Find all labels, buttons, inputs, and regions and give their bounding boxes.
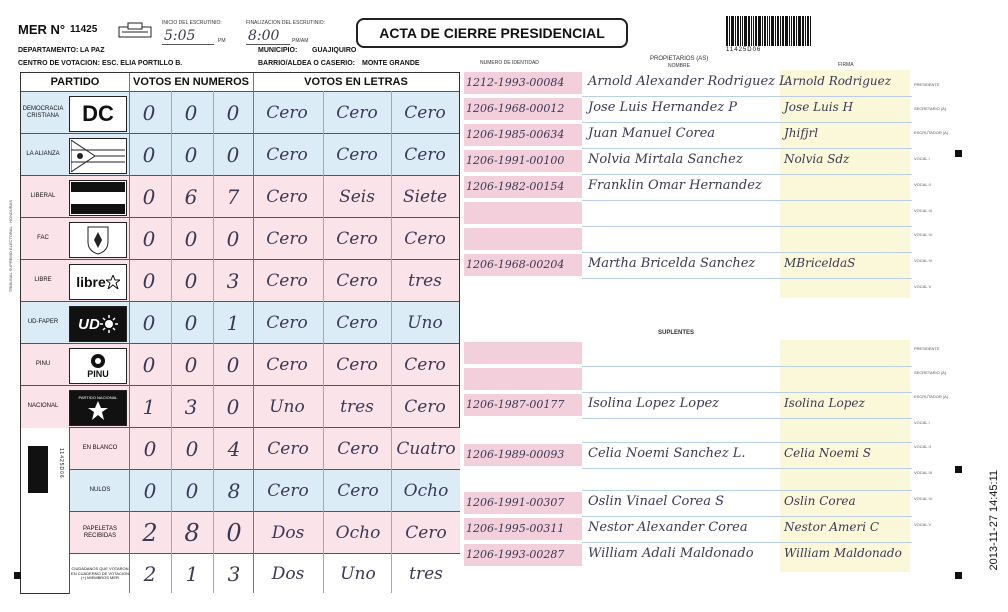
word-cell: Ocho — [335, 523, 381, 543]
table-row — [21, 175, 459, 218]
table-row — [21, 133, 459, 176]
word-cell: tres — [340, 397, 374, 417]
digit-cell: 0 — [142, 143, 156, 167]
owner-name: Arnold Alexander Rodriguez L — [588, 74, 788, 89]
suplente-name: William Adali Maldonado — [588, 546, 754, 561]
col-letras: VOTOS EN LETRAS — [304, 76, 408, 88]
digit-cell: 0 — [142, 227, 156, 251]
col-owners-header: PROPIETARIOS (AS) — [650, 56, 709, 62]
digit-cell: 1 — [142, 395, 156, 419]
col-partido: PARTIDO — [50, 76, 100, 88]
mer-number: 11425 — [70, 24, 98, 35]
digit-cell: 0 — [143, 437, 157, 461]
suplente-id: 1206-1995-00311 — [466, 522, 565, 535]
owner-id: 1206-1991-00100 — [466, 154, 565, 167]
word-cell: tres — [408, 271, 442, 291]
table-row — [69, 511, 460, 554]
centro-label: CENTRO DE VOTACION: — [18, 60, 100, 67]
suplente-id: 1206-1989-00093 — [466, 448, 565, 461]
digit-cell: 0 — [184, 311, 198, 335]
nacional-logo-text: PARTIDO NACIONAL — [78, 394, 118, 400]
owner-signature: MBriceldaS — [784, 256, 856, 270]
table-row — [21, 301, 459, 344]
owner-signature: Jose Luis H — [784, 100, 854, 114]
word-cell: Cero — [337, 439, 379, 459]
digit-cell: 0 — [184, 269, 198, 293]
word-cell: Uno — [340, 564, 376, 584]
table-header-row — [21, 73, 459, 91]
digit-cell: 0 — [142, 269, 156, 293]
registration-mark-icon — [14, 572, 21, 579]
word-cell: Uno — [269, 397, 305, 417]
fin-label: FINALIZACION DEL ESCRUTINIO: — [246, 20, 325, 26]
role-label: VOCAL V — [914, 284, 932, 289]
role-label: VOCAL V — [914, 522, 932, 527]
role-label: ESCRUTADOR (A) — [914, 394, 949, 399]
digit-cell: 3 — [184, 395, 198, 419]
id-field — [464, 368, 582, 390]
suplente-signature: Nestor Ameri C — [784, 520, 880, 534]
word-cell: Cero — [336, 145, 378, 165]
table-row — [69, 427, 460, 470]
digit-cell: 0 — [226, 143, 240, 167]
digit-cell: 0 — [142, 353, 156, 377]
col-id-header: NUMERO DE IDENTIDAD — [480, 60, 539, 66]
id-field — [464, 228, 582, 250]
digit-cell: 4 — [227, 437, 241, 461]
digit-cell: 0 — [184, 143, 198, 167]
role-label: VOCAL III — [914, 208, 932, 213]
role-label: SECRETARIO (A) — [914, 370, 947, 375]
suplente-name: Oslin Vinael Corea S — [588, 494, 725, 509]
role-label: SECRETARIO (A) — [914, 106, 947, 111]
owner-signature: Nolvia Sdz — [784, 152, 850, 166]
word-cell: Cero — [266, 187, 308, 207]
total-name: EN BLANCO — [82, 445, 118, 452]
owner-name: Nolvia Mirtala Sanchez — [588, 152, 743, 167]
digit-cell: 1 — [185, 562, 199, 586]
role-label: VOCAL II — [914, 182, 931, 187]
digit-cell: 0 — [226, 395, 240, 419]
owner-signature: Arnold Rodriguez — [784, 74, 892, 88]
suplente-signature: Celia Noemi S — [784, 446, 872, 460]
fac-shield-icon — [69, 222, 127, 258]
digit-cell: 3 — [226, 269, 240, 293]
table-row — [21, 343, 459, 386]
departamento-value: LA PAZ — [80, 47, 105, 54]
word-cell: Ocho — [403, 481, 449, 501]
party-name: PINU — [35, 361, 51, 368]
registration-mark-icon — [955, 572, 962, 579]
role-label: VOCAL II — [914, 444, 931, 449]
word-cell: tres — [409, 564, 443, 584]
table-row — [21, 259, 459, 302]
role-label: VOCAL I — [914, 156, 930, 161]
table-row — [21, 385, 459, 428]
party-name: LIBERAL — [30, 193, 56, 200]
votes-table — [20, 72, 460, 594]
owner-id: 1206-1982-00154 — [466, 180, 565, 193]
party-name: DEMOCRACIA CRISTIANA — [22, 105, 64, 119]
digit-cell: 2 — [142, 519, 158, 547]
digit-cell: 0 — [142, 185, 156, 209]
ud-logo-text: UD — [78, 315, 100, 333]
role-label: VOCAL IV — [914, 496, 933, 501]
digit-cell: 0 — [226, 519, 242, 547]
party-name: LIBRE — [34, 277, 52, 284]
digit-cell: 0 — [226, 227, 240, 251]
inicio-label: INICIO DEL ESCRUTINIO: — [162, 20, 222, 26]
digit-cell: 0 — [143, 479, 157, 503]
table-row — [21, 91, 459, 134]
word-cell: Cero — [266, 145, 308, 165]
digit-cell: 0 — [142, 101, 156, 125]
table-row — [69, 469, 460, 512]
fin-unit: PM/AM — [292, 38, 309, 44]
suplente-id: 1206-1993-00287 — [466, 548, 565, 561]
role-label: VOCAL I — [914, 420, 930, 425]
side-barcode-icon — [28, 446, 48, 550]
word-cell: Cero — [336, 271, 378, 291]
scan-timestamp: 2013-11-27 14:45:11 — [988, 470, 1000, 571]
role-label: VOCAL IV — [914, 258, 933, 263]
digit-cell: 2 — [143, 562, 157, 586]
word-cell: Dos — [271, 564, 305, 584]
party-name: UD-FAPER — [27, 319, 59, 326]
digit-cell: 6 — [184, 185, 198, 209]
word-cell: Cero — [267, 481, 309, 501]
suplente-name: Celia Noemi Sanchez L. — [588, 446, 746, 461]
libre-logo-text: libre — [76, 274, 106, 290]
id-field — [464, 342, 582, 364]
word-cell: Cero — [336, 355, 378, 375]
table-row — [69, 553, 460, 594]
total-name: CIUDADANOS QUE VOTARON EN CUADERNO DE VOTACION (+) MIEMBROS MER — [71, 565, 129, 581]
owner-id: 1206-1968-00204 — [466, 258, 565, 271]
digit-cell: 8 — [184, 519, 200, 547]
suplente-name: Isolina Lopez Lopez — [588, 396, 719, 411]
fin-line — [246, 44, 290, 45]
owner-signature: Jhifjrl — [784, 126, 819, 140]
digit-cell: 0 — [185, 437, 199, 461]
word-cell: Uno — [407, 313, 443, 333]
word-cell: Cero — [336, 313, 378, 333]
digit-cell: 1 — [226, 311, 240, 335]
side-barcode-text: 11425D06 — [58, 448, 64, 479]
word-cell: Seis — [339, 187, 375, 207]
nacional-star-icon — [69, 390, 127, 426]
party-name: LA ALIANZA — [26, 151, 60, 158]
party-name: NACIONAL — [27, 403, 59, 410]
owner-name: Franklin Omar Hernandez — [588, 178, 762, 193]
digit-cell: 7 — [226, 185, 240, 209]
owner-id: 1212-1993-00084 — [466, 76, 565, 89]
owner-name: Jose Luis Hernandez P — [588, 100, 737, 115]
total-name: PAPELETAS RECIBIDAS — [82, 525, 118, 539]
suplente-signature: Oslin Corea — [784, 494, 856, 508]
inicio-value: 5:05 — [164, 28, 196, 44]
digit-cell: 0 — [184, 101, 198, 125]
word-cell: Cero — [336, 229, 378, 249]
digit-cell: 0 — [184, 227, 198, 251]
word-cell: Cero — [266, 313, 308, 333]
col-name-header: NOMBRE — [668, 63, 690, 69]
word-cell: Cero — [405, 523, 447, 543]
document-title: ACTA DE CIERRE PRESIDENCIAL — [356, 18, 628, 48]
municipio-label: MUNICIPIO: — [258, 47, 298, 54]
word-cell: Cero — [404, 145, 446, 165]
word-cell: Cero — [336, 103, 378, 123]
role-label: VOCAL IV — [914, 232, 933, 237]
liberal-flag-icon — [69, 180, 127, 216]
libre-logo-icon — [69, 264, 127, 300]
word-cell: Cero — [404, 397, 446, 417]
digit-cell: 0 — [226, 101, 240, 125]
barcode-text: 11425D06 — [726, 47, 762, 53]
word-cell: Cero — [404, 229, 446, 249]
digit-cell: 8 — [227, 479, 241, 503]
digit-cell: 0 — [185, 479, 199, 503]
pinu-logo-icon — [69, 348, 127, 384]
registration-mark-icon — [955, 150, 962, 157]
barrio-label: BARRIO/ALDEA O CASERIO: — [258, 60, 355, 67]
suplentes-header: SUPLENTES — [658, 330, 695, 336]
suplente-signature: William Maldonado — [784, 546, 902, 560]
owner-id: 1206-1968-00012 — [466, 102, 565, 115]
party-name: FAC — [37, 235, 49, 242]
word-cell: Dos — [271, 523, 305, 543]
word-cell: Siete — [402, 187, 448, 207]
word-cell: Cero — [267, 439, 309, 459]
centro-value: ESC. ELIA PORTILLO B. — [102, 60, 183, 67]
barrio-value: MONTE GRANDE — [362, 60, 420, 67]
role-label: ESCRUTADOR (A) — [914, 130, 949, 135]
digit-cell: 0 — [142, 311, 156, 335]
suplente-signature: Isolina Lopez — [784, 396, 865, 410]
suplente-id: 1206-1991-00307 — [466, 496, 565, 509]
role-label: VOCAL III — [914, 470, 932, 475]
digit-cell: 3 — [227, 562, 241, 586]
pinu-logo-text: PINU — [87, 369, 109, 379]
word-cell: Cero — [266, 229, 308, 249]
ud-logo-icon — [69, 306, 127, 342]
word-cell: Cero — [404, 355, 446, 375]
word-cell: Cuatro — [396, 439, 456, 459]
col-numeros: VOTOS EN NUMEROS — [133, 76, 249, 88]
suplente-id: 1206-1987-00177 — [466, 398, 565, 411]
ballot-box-icon — [118, 22, 154, 43]
table-row — [21, 217, 459, 260]
role-label: PRESIDENTE — [914, 82, 940, 87]
word-cell: Cero — [266, 103, 308, 123]
inicio-line — [162, 44, 214, 45]
suplente-name: Nestor Alexander Corea — [588, 520, 748, 535]
registration-mark-icon — [955, 466, 962, 473]
word-cell: Cero — [337, 481, 379, 501]
mer-label: MER N° — [18, 22, 66, 37]
owner-name: Martha Bricelda Sanchez — [588, 256, 756, 271]
owner-name: Juan Manuel Corea — [588, 126, 716, 141]
departamento-label: DEPARTAMENTO: — [18, 47, 79, 54]
municipio-value: GUAJIQUIRO — [312, 47, 357, 54]
total-name: NULOS — [89, 487, 111, 494]
side-legend: TRIBUNAL SUPREMO ELECTORAL · HONDURAS — [8, 200, 13, 293]
digit-cell: 0 — [184, 353, 198, 377]
word-cell: Cero — [266, 271, 308, 291]
fin-value: 8:00 — [248, 28, 280, 44]
alianza-logo-icon — [69, 138, 127, 174]
word-cell: Cero — [266, 355, 308, 375]
col-sig-header: FIRMA — [838, 62, 854, 68]
role-label: PRESIDENTE — [914, 346, 940, 351]
owner-id: 1206-1985-00634 — [466, 128, 565, 141]
barcode-icon — [726, 16, 824, 46]
inicio-unit: PM — [218, 38, 226, 44]
dc-logo-icon: DC — [69, 96, 127, 132]
word-cell: Cero — [404, 103, 446, 123]
id-field — [464, 202, 582, 224]
digit-cell: 0 — [226, 353, 240, 377]
